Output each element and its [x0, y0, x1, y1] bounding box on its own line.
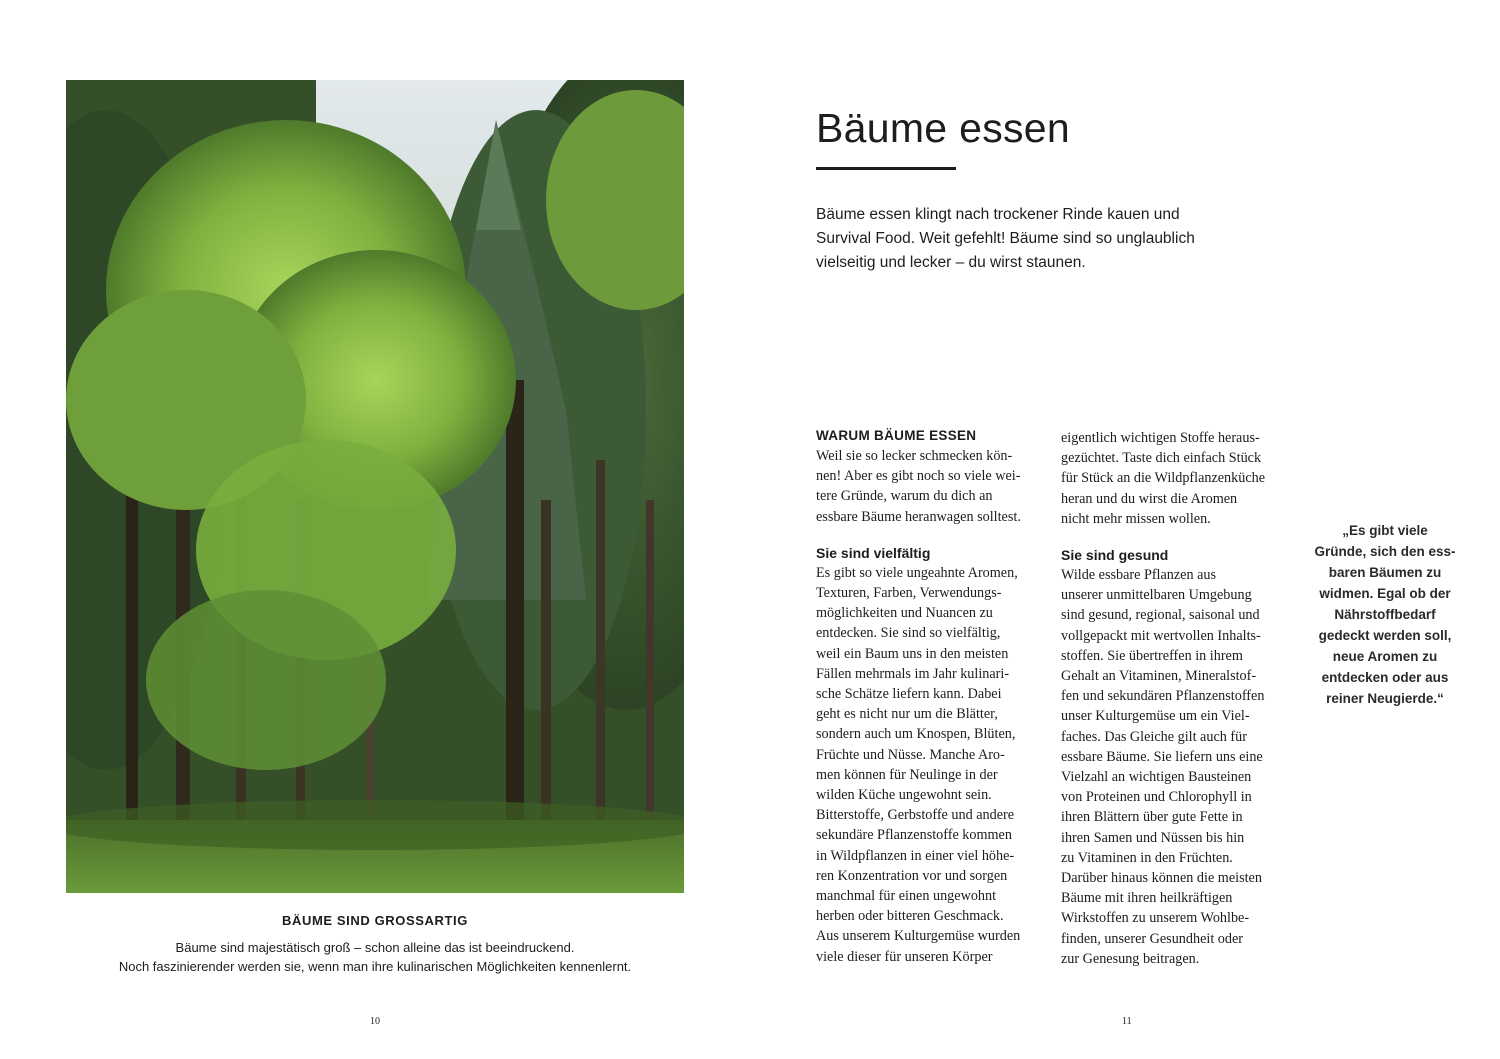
text-line: stoffen. Sie übertreffen in ihrem — [1061, 647, 1243, 664]
text-line: ihren Blättern über gute Fette in — [1061, 809, 1243, 826]
intro-line: Bäume essen klingt nach trockener Rinde kauen und — [816, 206, 1180, 223]
right-page — [750, 0, 1500, 1059]
subheading-vielfaeltig: Sie sind vielfältig — [816, 544, 931, 561]
text-line: Texturen, Farben, Verwendungs- — [816, 585, 1002, 602]
text-line: Darüber hinaus können die meisten — [1061, 870, 1262, 887]
subheading-gesund: Sie sind gesund — [1061, 547, 1169, 564]
text-line: vollgepackt mit wertvollen Inhalts- — [1061, 627, 1261, 644]
text-line: essbare Bäume. Sie liefern uns eine — [1061, 748, 1263, 765]
section-heading: WARUM BÄUME ESSEN — [816, 428, 977, 443]
text-line: unser Kulturgemüse um ein Viel- — [1061, 708, 1250, 725]
text-line: tere Gründe, warum du dich an — [816, 488, 993, 505]
text-line: heran und du wirst die Aromen — [1061, 490, 1238, 507]
photo-caption-text — [66, 938, 684, 976]
text-line: sche Schätze liefern kann. Dabei — [816, 686, 1002, 703]
intro-line: Survival Food. Weit gefehlt! Bäume sind so unglaublich — [816, 230, 1195, 247]
text-line: ihren Samen und Nüssen bis hin — [1061, 829, 1245, 846]
text-line: Wirkstoffen zu unserem Wohlbe- — [1061, 910, 1250, 927]
text-line: Gehalt an Vitaminen, Mineralstof- — [1061, 668, 1257, 685]
text-line: viele dieser für unseren Körper — [816, 948, 993, 965]
text-line: weil ein Baum uns in den meisten — [816, 645, 1009, 662]
forest-illustration — [66, 80, 684, 893]
quote-line: widmen. Egal ob der — [1319, 586, 1451, 601]
text-line: unserer unmittelbaren Umgebung — [1061, 587, 1252, 604]
text-line: in Wildpflanzen in einer viel höhe- — [816, 847, 1015, 864]
text-line: zur Genesung beitragen. — [1061, 950, 1200, 967]
text-line: manchmal für einen ungewohnt — [816, 888, 997, 905]
quote-line: Gründe, sich den ess- — [1314, 544, 1456, 559]
quote-line: reiner Neugierde.“ — [1326, 691, 1444, 706]
text-line: Aus unserem Kulturgemüse wurden — [816, 928, 1021, 945]
page-number-right: 11 — [1122, 1016, 1132, 1027]
paragraph-continued — [1061, 428, 1286, 529]
pull-quote — [1305, 520, 1465, 709]
intro-line: vielseitig und lecker – du wirst staunen. — [816, 254, 1086, 271]
text-line: möglichkeiten und Nuancen zu — [816, 605, 993, 622]
caption-line: Noch faszinierender werden sie, wenn man ihre kulinarischen Möglichkeiten kennenlernt. — [118, 959, 632, 974]
text-line: zu Vitaminen in den Früchten. — [1061, 849, 1233, 866]
text-line: finden, unserer Gesundheit oder — [1061, 930, 1244, 947]
quote-line: „Es gibt viele — [1342, 523, 1428, 538]
text-line: eigentlich wichtigen Stoffe heraus- — [1061, 430, 1260, 446]
text-line: Fällen mehrmals im Jahr kulinari- — [816, 665, 1010, 682]
forest-photo — [66, 80, 684, 893]
paragraph-intro — [816, 446, 1041, 527]
quote-line: entdecken oder aus — [1321, 670, 1449, 685]
page-title: Bäume essen — [816, 105, 1071, 151]
text-line: geht es nicht nur um die Blätter, — [816, 706, 998, 723]
text-line: sind gesund, regional, saisonal und — [1061, 607, 1260, 624]
text-line: für Stück an die Wildpflanzenküche — [1061, 470, 1266, 487]
text-line: Vielzahl an wichtigen Bausteinen — [1061, 769, 1252, 786]
paragraph-gesund — [1061, 565, 1286, 969]
text-line: men können für Neulinge in der — [816, 766, 998, 783]
text-line: Bäume mit ihren heilkräftigen — [1061, 890, 1233, 907]
quote-line: neue Aromen zu — [1332, 649, 1438, 664]
title-underline — [816, 167, 956, 170]
text-line: faches. Das Gleiche gilt auch für — [1061, 728, 1247, 745]
text-line: gezüchtet. Taste dich einfach Stück — [1061, 450, 1262, 467]
text-line: herben oder bitteren Geschmack. — [816, 908, 1004, 925]
intro-paragraph — [816, 203, 1216, 275]
text-line: Weil sie so lecker schmecken kön- — [816, 448, 1013, 464]
quote-line: Nährstoffbedarf — [1334, 607, 1436, 622]
quote-line: gedeckt werden soll, — [1318, 628, 1452, 643]
text-line: Wilde essbare Pflanzen aus — [1061, 567, 1217, 584]
text-line: Bitterstoffe, Gerbstoffe und andere — [816, 807, 1015, 824]
text-line: sekundäre Pflanzenstoffe kommen — [816, 827, 1012, 844]
text-line: nen! Aber es gibt noch so viele wei- — [816, 468, 1021, 485]
text-line: ren Konzentration vor und sorgen — [816, 867, 1008, 884]
photo-caption-title: BÄUME SIND GROSSARTIG — [282, 913, 468, 928]
page-number-left: 10 — [370, 1016, 380, 1027]
text-line: Es gibt so viele ungeahnte Aromen, — [816, 564, 1018, 581]
text-line: entdecken. Sie sind so vielfältig, — [816, 625, 1001, 642]
text-line: von Proteinen und Chlorophyll in — [1061, 789, 1252, 806]
text-line: fen und sekundären Pflanzenstoffen — [1061, 688, 1265, 705]
text-line: essbare Bäume heranwagen solltest. — [816, 508, 1021, 525]
paragraph-vielfaeltig — [816, 563, 1041, 967]
quote-line: baren Bäumen zu — [1328, 565, 1442, 580]
text-column-1 — [816, 426, 1041, 967]
text-line: wilden Küche ungewohnt sein. — [816, 787, 992, 804]
text-line: nicht mehr missen wollen. — [1061, 510, 1211, 527]
text-line: sondern auch um Knospen, Blüten, — [816, 726, 1016, 743]
text-column-2 — [1061, 426, 1286, 969]
caption-line: Bäume sind majestätisch groß – schon alleine das ist beeindruckend. — [175, 940, 575, 955]
text-line: Früchte und Nüsse. Manche Aro- — [816, 746, 1005, 763]
